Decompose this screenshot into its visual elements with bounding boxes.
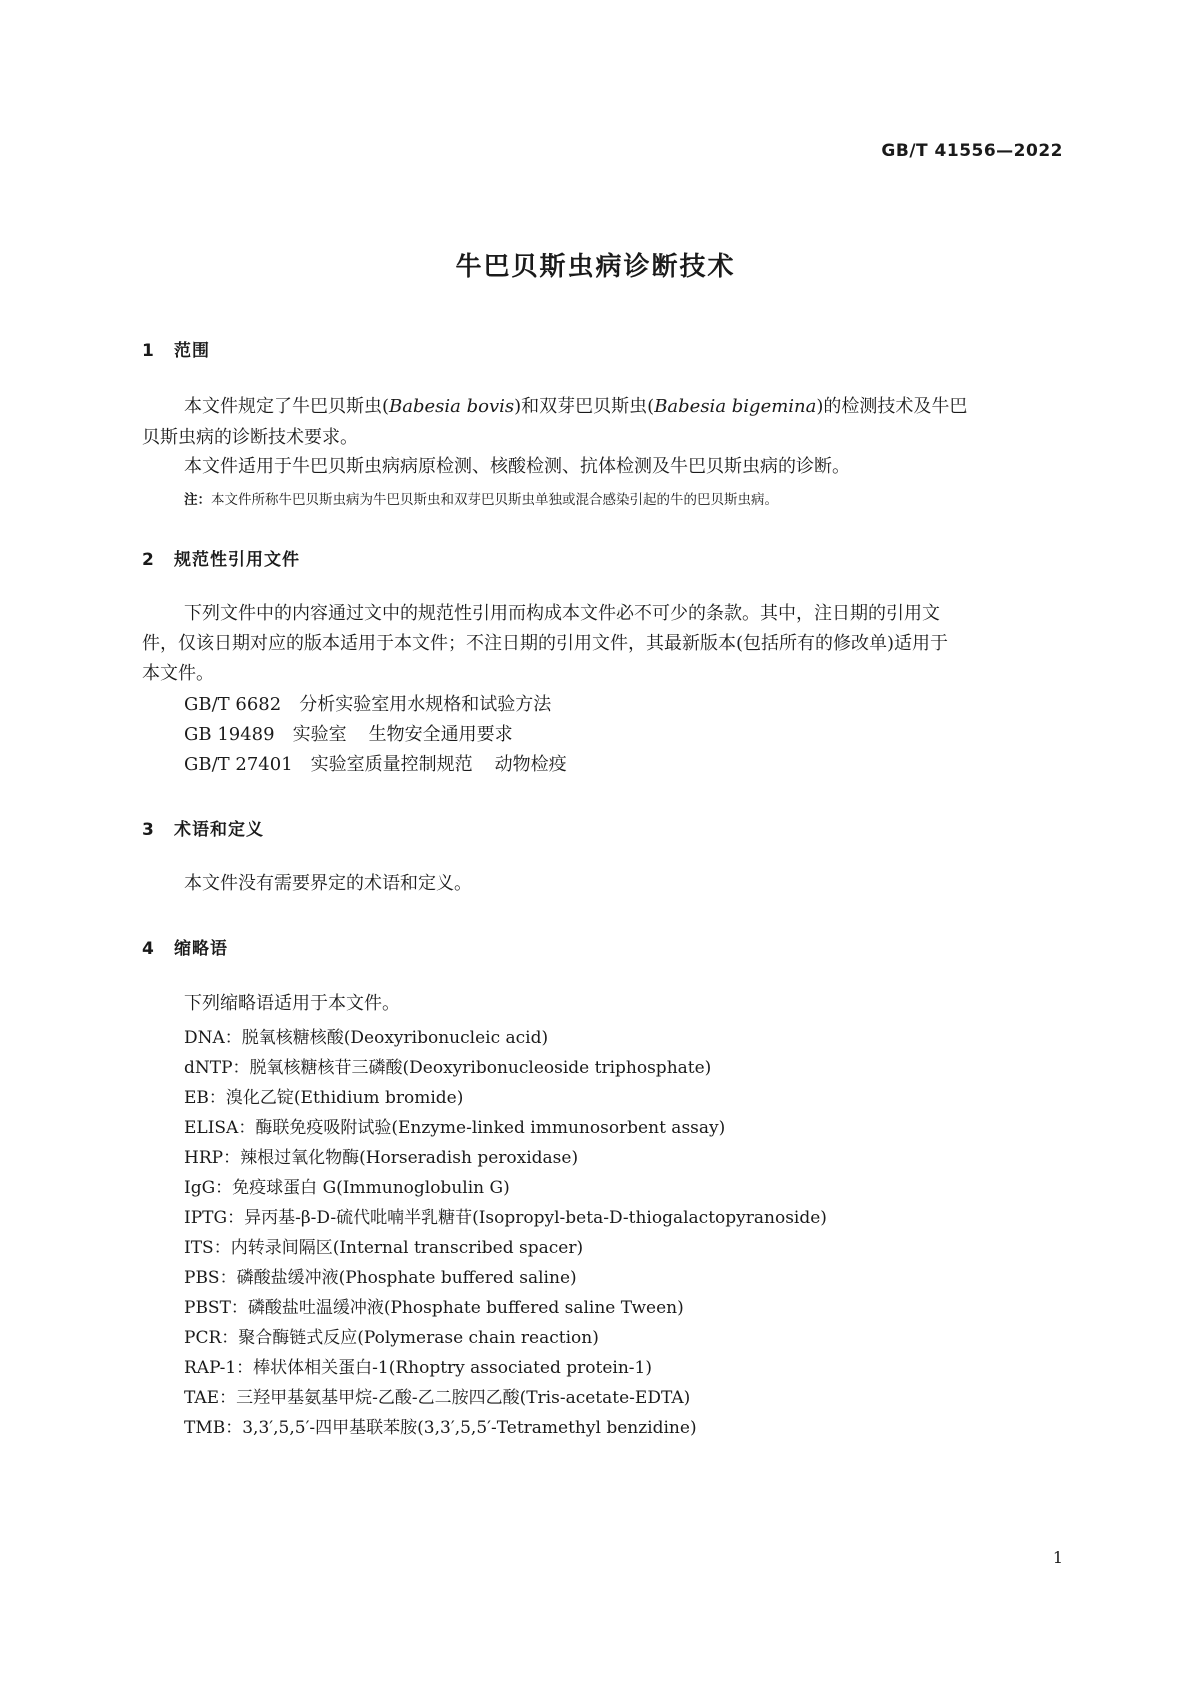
reference-title-part: 动物检疫 <box>494 754 567 775</box>
section-title: 规范性引用文件 <box>174 550 300 570</box>
page-number: 1 <box>1052 1548 1063 1567</box>
abbreviation-item: ELISA：酶联免疫吸附试验(Enzyme-linked immunosorbent assay) <box>184 1118 726 1138</box>
note-label: 注： <box>184 492 211 508</box>
abbreviation-item: PCR：聚合酶链式反应(Polymerase chain reaction) <box>184 1328 599 1348</box>
section-title: 范围 <box>174 341 210 361</box>
abbreviation-item: dNTP：脱氧核糖核苷三磷酸(Deoxyribonucleoside triphosphate) <box>184 1058 712 1078</box>
section-number: 4 <box>142 939 155 959</box>
section-number: 3 <box>142 820 155 840</box>
reference-item <box>184 749 567 781</box>
text-run: 本文件规定了牛巴贝斯虫( <box>184 396 390 417</box>
refs-intro-line-3: 本文件。 <box>142 663 214 684</box>
abbreviation-item: HRP：辣根过氧化物酶(Horseradish peroxidase) <box>184 1148 579 1168</box>
reference-title-part: 生物安全通用要求 <box>368 724 513 745</box>
terms-text: 本文件没有需要界定的术语和定义。 <box>184 873 472 894</box>
section-number: 1 <box>142 341 155 361</box>
reference-title: 实验室质量控制规范 <box>310 754 473 775</box>
text-run: )和双芽巴贝斯虫( <box>514 396 655 417</box>
section-3-heading <box>142 815 264 840</box>
section-title: 术语和定义 <box>174 820 264 840</box>
abbreviation-item: RAP-1：棒状体相关蛋白-1(Rhoptry associated protein-1) <box>184 1358 652 1378</box>
species-name: Babesia bovis <box>389 396 515 417</box>
refs-intro-line-2: 件，仅该日期对应的版本适用于本文件；不注日期的引用文件，其最新版本(包括所有的修改单)适用于 <box>142 633 949 654</box>
reference-code: GB 19489 <box>184 724 275 745</box>
abbreviation-item: DNA：脱氧核糖核酸(Deoxyribonucleic acid) <box>184 1028 549 1048</box>
species-name: Babesia bigemina <box>654 396 817 417</box>
refs-intro-line-1: 下列文件中的内容通过文中的规范性引用而构成本文件必不可少的条款。其中，注日期的引用文 <box>184 603 940 624</box>
section-number: 2 <box>142 550 155 570</box>
reference-title: 分析实验室用水规格和试验方法 <box>299 694 552 715</box>
section-4-heading <box>142 934 228 959</box>
abbreviation-item: PBS：磷酸盐缓冲液(Phosphate buffered saline) <box>184 1268 577 1288</box>
scope-paragraph-line-2: 贝斯虫病的诊断技术要求。 <box>142 427 358 448</box>
abbreviation-item: IPTG：异丙基-β-D-硫代吡喃半乳糖苷(Isopropyl-beta-D-thiogalactopyranoside) <box>184 1208 827 1228</box>
section-1-heading <box>142 336 210 361</box>
scope-paragraph-2: 本文件适用于牛巴贝斯虫病病原检测、核酸检测、抗体检测及牛巴贝斯虫病的诊断。 <box>184 456 850 477</box>
abbr-intro: 下列缩略语适用于本文件。 <box>184 993 400 1014</box>
abbreviation-item: PBST：磷酸盐吐温缓冲液(Phosphate buffered saline Tween) <box>184 1298 684 1318</box>
scope-note <box>184 488 778 508</box>
section-title: 缩略语 <box>174 939 228 959</box>
abbreviation-item: IgG：免疫球蛋白 G(Immunoglobulin G) <box>184 1178 510 1198</box>
standard-number: GB/T 41556—2022 <box>881 141 1063 161</box>
document-title: 牛巴贝斯虫病诊断技术 <box>455 252 736 282</box>
reference-code: GB/T 27401 <box>184 754 293 775</box>
reference-code: GB/T 6682 <box>184 694 282 715</box>
abbreviation-item: EB：溴化乙锭(Ethidium bromide) <box>184 1088 464 1108</box>
reference-title: 实验室 <box>292 724 347 745</box>
abbreviation-item: TAE：三羟甲基氨基甲烷-乙酸-乙二胺四乙酸(Tris-acetate-EDTA) <box>184 1388 691 1408</box>
reference-item <box>184 719 513 751</box>
note-text: 本文件所称牛巴贝斯虫病为牛巴贝斯虫和双芽巴贝斯虫单独或混合感染引起的牛的巴贝斯虫病。 <box>211 492 778 508</box>
text-run: )的检测技术及牛巴 <box>816 396 968 417</box>
section-2-heading <box>142 545 300 570</box>
scope-paragraph-line-1 <box>184 391 967 423</box>
abbreviation-item: ITS：内转录间隔区(Internal transcribed spacer) <box>184 1238 584 1258</box>
abbreviation-item: TMB：3,3′,5,5′-四甲基联苯胺(3,3′,5,5′-Tetramethyl benzidine) <box>184 1418 697 1438</box>
reference-item <box>184 689 551 721</box>
